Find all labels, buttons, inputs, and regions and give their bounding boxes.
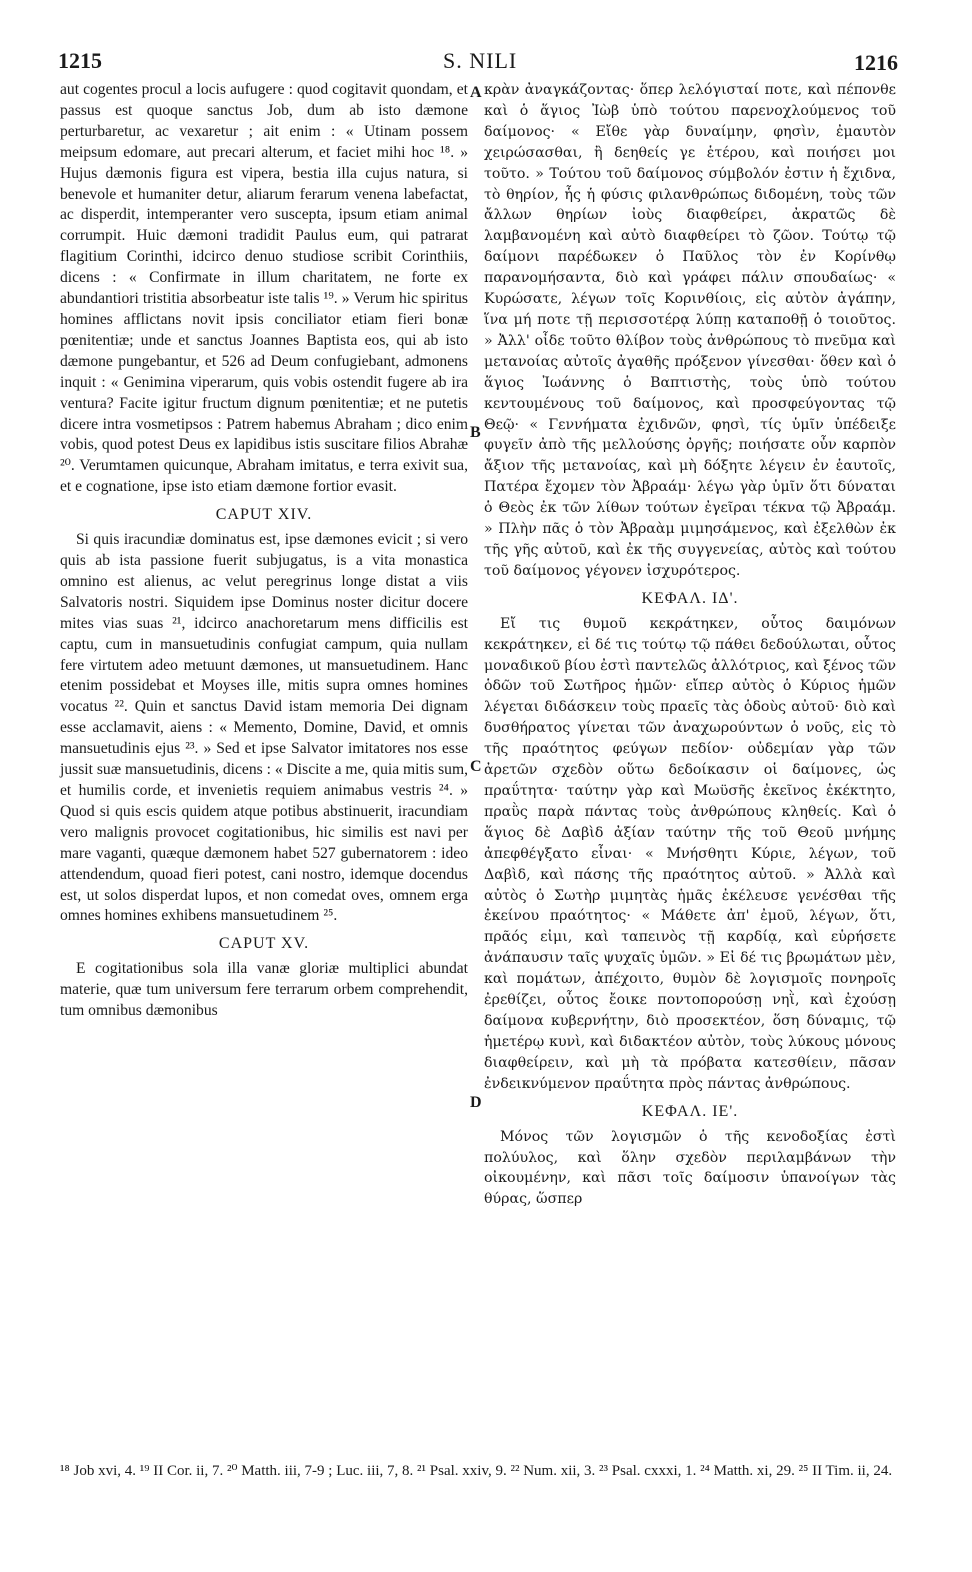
running-title: S. NILI (443, 48, 518, 73)
page-number-right: 1216 (854, 50, 898, 75)
latin-chapter-heading-15: CAPUT XV. (218, 935, 310, 953)
greek-paragraph-1: κρὰν ἀναγκάζοντας· ὅπερ λελόγισταί ποτε, καὶ πέπονθε καὶ ὁ ἅγιος Ἰὼβ ὑπὸ τούτου παρενοχλούμενος τοῦ δαίμονος· « Εἴθε γὰρ δυναίμην, φησὶν, ἐμαυτὸν χειρώσασθαι, ἢ δεηθείς γε ἑτέρου, καὶ ποιήσει μοι τοῦτο. » Τούτου τοῦ δαίμονος σύμβολόν ἐστιν ἡ ἔχιδνα, τὸ θηρίον, ἧς ἡ φύσις φιλανθρώπως διδομένη, τοὺς τῶν ἄλλων θηρίων ἰοὺς διαφθείρει, ἀκρατῶς δὲ λαμβανομένη καὶ αὐτὸ διαφθείρει τὸ ζῶον. Τούτῳ τῷ δαίμονι παρέδωκεν ὁ Παῦλος τὸν ἐν Κορίνθῳ παρανομήσαντα, διὸ καὶ γράφει πάλιν σπουδαίως· « Κυρώσατε, λέγων τοῖς Κορινθίοις, εἰς αὐτὸν ἀγάπην, ἵνα μή ποτε τῇ περισσοτέρᾳ λύπῃ καταποθῇ ὁ τοιοῦτος. » Ἀλλ' οἶδε τοῦτο θλίβον τοὺς ἀνθρώπους τὸ πνεῦμα καὶ μετανοίας αὐτοῖς ἀγαθῆς πρόξενον γίνεσθαι· ὅθεν καὶ ὁ ἅγιος Ἰωάννης ὁ Βαπτιστὴς, τοὺς ὑπὸ τούτου κεντουμένους τοῦ δαίμονος, καὶ προσφεύγοντας τῷ Θεῷ· « Γεννήματα ἐχιδνῶν, φησὶ, τίς ὑμῖν ὑπέδειξε φυγεῖν ἀπὸ τῆς μελλούσης ὀργῆς; ποιήσατε οὖν καρπὸν ἄξιον τῆς μετανοίας, καὶ μὴ δόξητε λέγειν ἐν ἑαυτοῖς, Πατέρα ἔχομεν τὸν Ἀβραάμ· λέγω γὰρ ὑμῖν ὅτι δύναται ὁ Θεὸς ἐκ τῶν λίθων τούτων ἐγεῖραι τέκνα τῷ Ἀβραάμ. » Πλὴν πᾶς ὁ τὸν Ἀβραὰμ μιμησάμενος, καὶ ἐξελθὼν ἐκ τῆς γῆς αὐτοῦ, καὶ ἐκ τῆς συγγενείας, αὐτὸς καὶ τούτου τοῦ δαίμονος γέγονεν ἰσχυρότερος. (484, 82, 896, 579)
latin-paragraph-2: Si quis iracundiæ dominatus est, ipse dæmones evicit ; si vero quis ab ista passione fuerit subjugatus, is a vita monastica omnino est alienus, ac velut peregrinus longe distat a viis Salvatoris nostri. Siquidem ipse Dominus noster dicitur docere mites vias suas ²¹, idcirco anachoretarum mens difficilis est captu, cum in mansuetudinis confugiat campum, quia nullam fere virtutem adeo metuunt dæmones, ut mansuetudinem. Hanc etenim possidebat et Moyses ille, mitis supra omnes homines vocatus ²². Quin et sanctus David istam memoria Dei dignam esse acclamavit, aiens : « Memento, Domine, David, et omnis mansuetudinis ejus ²³. » Sed et ipse Salvator imitatores nos esse jussit suæ mansuetudinis, dicens : « Discite a me, quia mitis sum, et humilis corde, et invenietis requiem animabus vestris ²⁴. » Quod si quis escis quidem atque potibus abstinuerit, iracundiam vero malignis provocet cogitationibus, hic similis est navi per mare vaganti, quæque dæmonem habet 527 gubernatorem : ideo attendendum, quoad fieri potest, cani nostro, idemque docendus est, ut solos disperdat lupos, et non comedat oves, omnem erga omnes homines exhibens mansuetudinem ²⁵. (60, 531, 469, 925)
page-number-left: 1215 (58, 48, 102, 73)
margin-letter-d: D (470, 1094, 482, 1111)
latin-column (60, 80, 468, 1022)
latin-paragraph-1: aut cogentes procul a locis aufugere : quod cogitavit quondam, et passus est quoque sanctus Job, dum ab isto dæmone perturbaretur, ac vexaretur ; ait enim : « Utinam possem meipsum edomare, aut precari alterum, et faciet mihi hoc ¹⁸. » Hujus dæmonis figura est vipera, bestia illa cujus natura, si benevole et humaniter detur, aliarum ferarum venena labefactat, ac disperdit, intemperanter vero suscepta, ipsum etiam animal corrumpit. Huic dæmoni tradidit Paulus eum, qui patrarat flagitium Corinthi, idcirco denuo studiose scribit Corinthiis, dicens : « Confirmate in illum charitatem, ne forte ex abundantiori tristitia absorbeatur iste talis ¹⁹. » Verum hic spiritus homines afflictans novit ipsis conciliator etiam fieri bonæ pœnitentiæ; unde et sanctus Joannes Baptista eos, qui ab isto dæmone pungebantur, et 526 ad Deum confugiebant, admonens inquit : « Genimina viperarum, quis vobis ostendit fugere ab ira ventura? Facite igitur fructum dignum pœnitentiæ; et ne putetis dicere intra vosmetipsos : Patrem habemus Abraham ; dico enim vobis, quod potest Deus ex lapidibus istis suscitare filios Abrahæ ²⁰. Verumtamen quicunque, Abraham imitatus, e terra exivit sua, et e cognatione, ipse isto etiam dæmone fortior evasit. (60, 81, 468, 496)
greek-paragraph-3: Μόνος τῶν λογισμῶν ὁ τῆς κενοδοξίας ἐστὶ πολύυλος, καὶ ὅλην σχεδὸν περιλαμβάνων τὴν οἰκουμένην, καὶ πᾶσι τοῖς δαίμοσιν ὑπανοίγων τὰς θύρας, ὥσπερ (484, 1128, 896, 1208)
margin-letter-c: C (470, 758, 482, 775)
margin-letter-a: A (470, 84, 482, 101)
greek-chapter-heading-15: ΚΕΦΑΛ. ΙΕ'. (641, 1102, 739, 1120)
greek-paragraph-2: Εἴ τις θυμοῦ κεκράτηκεν, οὗτος δαιμόνων κεκράτηκεν, εἰ δέ τις τούτῳ τῷ πάθει δεδούλωται, οὗτος μοναδικοῦ βίου ἐστὶ παντελῶς ἀλλότριος, καὶ ξένος τῶν ὁδῶν τοῦ Σωτῆρος ἡμῶν· εἴπερ αὐτὸς ὁ Κύριος ἡμῶν λέγεται διδάσκειν τοὺς πραεῖς τὰς ὁδοὺς αὐτοῦ· διὸ καὶ δυσθήρατος γίνεται τῶν ἀναχωρούντων ὁ νοῦς, εἰς τὸ τῆς πραότητος φεύγων πεδίον· οὐδεμίαν γὰρ τῶν ἀρετῶν σχεδὸν οὕτω δεδοίκασιν οἱ δαίμονες, ὡς πραΰτητα· ταύτην γὰρ καὶ Μωϋσῆς ἐκεῖνος ἐκέκτητο, πραῢς παρὰ πάντας τοὺς ἀνθρώπους κληθείς. Καὶ ὁ ἅγιος δὲ Δαβὶδ ἀξίαν ταύτην τῆς τοῦ Θεοῦ μνήμης ἀπεφθέγξατο εἶναι· « Μνήσθητι Κύριε, λέγων, τοῦ Δαβὶδ, καὶ πάσης τῆς πραότητος αὐτοῦ. » Ἀλλὰ καὶ αὐτὸς ὁ Σωτὴρ μιμητὰς ἡμᾶς ἐκέλευσε γενέσθαι τῆς ἐκείνου πραότητος· « Μάθετε ἀπ' ἐμοῦ, λέγων, ὅτι, πρᾶός εἰμι, καὶ ταπεινὸς τῇ καρδίᾳ, καὶ εὑρήσετε ἀνάπαυσιν ταῖς ψυχαῖς ὑμῶν. » Εἰ δέ τις βρωμάτων μὲν, καὶ πομάτων, ἀπέχοιτο, θυμὸν δὲ λογισμοῖς πονηροῖς ἐρεθίζει, οὗτος ἔοικε ποντοπορούσῃ νηῒ, καὶ ἐχούσῃ δαίμονα κυβερνήτην, διὸ προσεκτέον, ὅση δύναμις, τῷ ἡμετέρῳ κυνὶ, καὶ διδακτέον αὐτὸν, τοὺς λύκους μόνους διαφθείρειν, καὶ μὴ τὰ πρόβατα κατεσθίειν, πᾶσαν ἐνδεικνύμενον πραΰτητα πρὸς πάντας ἀνθρώπους. (484, 615, 896, 1092)
footnotes: ¹⁸ Job xvi, 4. ¹⁹ II Cor. ii, 7. ²⁰ Matth. iii, 7-9 ; Luc. iii, 7, 8. ²¹ Psal. xxiv, 9. ²² Num. xii, 3. ²³ Psal. cxxxi, 1. ²⁴ Matth. xi, 29. ²⁵ II Tim. ii, 24. (60, 1463, 893, 1479)
latin-chapter-heading-14: CAPUT XIV. (215, 506, 313, 524)
page-header (58, 48, 898, 78)
greek-column (484, 80, 896, 1210)
margin-letter-b: B (470, 424, 481, 441)
greek-chapter-heading-14: ΚΕΦΑΛ. ΙΔ'. (641, 589, 739, 607)
latin-paragraph-3: E cogitationibus sola illa vanæ gloriæ multiplici abundat materie, quæ tum universum fere terrarum orbem comprehendit, tum omnibus dæmonibus (60, 960, 468, 1020)
